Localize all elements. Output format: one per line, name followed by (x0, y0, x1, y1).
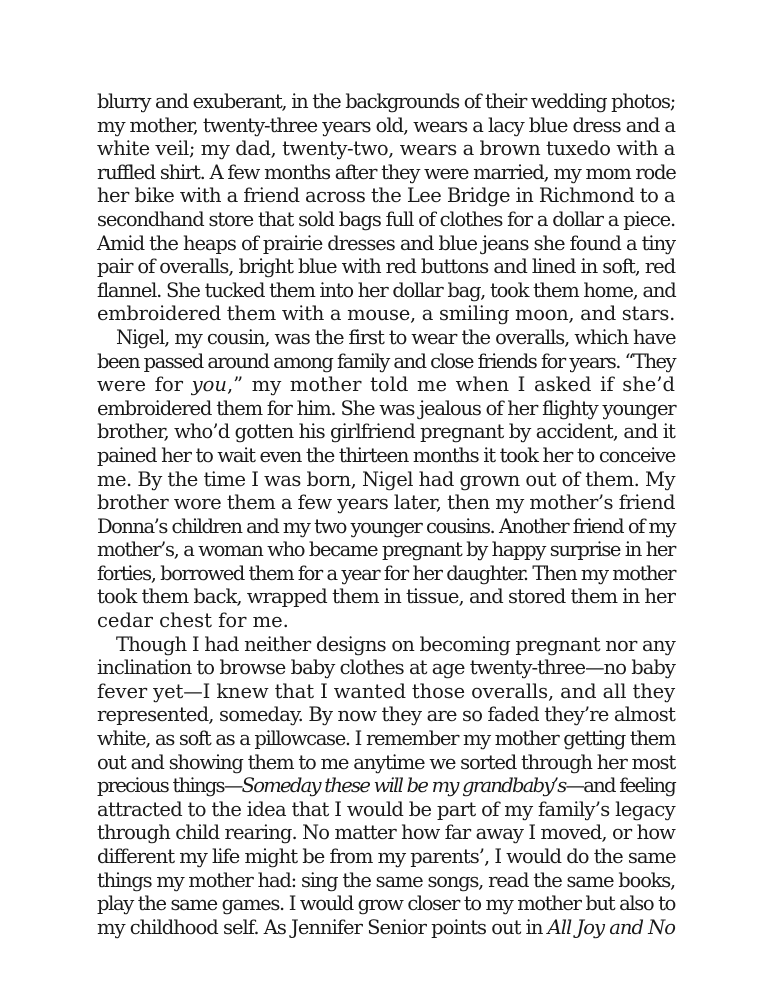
text-line (97, 468, 675, 492)
text-line (97, 208, 675, 232)
text-segment: took them back, wrapped them in tissue, and stored them in her (97, 585, 675, 609)
text-line (97, 656, 675, 680)
text-line (97, 491, 675, 515)
text-line (97, 232, 675, 256)
text-line (97, 420, 675, 444)
text-line (97, 609, 675, 633)
text-segment: precious things— (97, 774, 242, 798)
text-line (97, 373, 675, 397)
italic-text-segment: you (191, 373, 227, 397)
text-line (97, 90, 675, 114)
text-segment: embroidered them for him. She was jealous of her flighty younger (97, 396, 676, 420)
text-segment: been passed around among family and close friends for years. “They (97, 349, 675, 373)
text-segment: white, as soft as a pillowcase. I remember my mother getting them (97, 727, 675, 751)
text-segment: brother wore them a few years later, then my mother’s friend (97, 491, 675, 515)
text-segment: ,” my mother told me when I asked if she’d (226, 373, 675, 397)
text-segment: attracted to the idea that I would be part of my family’s legacy (97, 797, 675, 821)
text-line (97, 633, 675, 657)
italic-text-segment: All Joy and No (547, 915, 675, 939)
text-line (97, 892, 675, 916)
text-segment: my mother, twenty-three years old, wears a lacy blue dress and a (97, 113, 675, 137)
text-line (97, 302, 675, 326)
text-line (97, 585, 675, 609)
text-line (97, 845, 675, 869)
text-line (97, 562, 675, 586)
text-segment: Nigel, my cousin, was the first to wear the overalls, which have (116, 325, 676, 349)
text-segment: embroidered them with a mouse, a smiling moon, and stars. (97, 302, 676, 326)
text-segment: mother’s, a woman who became pregnant by happy surprise in her (97, 538, 675, 562)
text-line (97, 798, 675, 822)
text-segment: brother, who’d gotten his girlfriend pregnant by accident, and it (97, 420, 675, 444)
book-page-body (97, 90, 675, 939)
text-line (97, 397, 675, 421)
text-line (97, 916, 675, 940)
text-segment: —and feeling (565, 774, 675, 798)
text-segment: me. By the time I was born, Nigel had grown out of them. My (97, 467, 675, 491)
text-segment: play the same games. I would grow closer to my mother but also to (97, 892, 675, 916)
text-line (97, 515, 675, 539)
text-line (97, 727, 675, 751)
text-line (97, 184, 675, 208)
text-line (97, 161, 675, 185)
text-segment: cedar chest for me. (97, 609, 289, 633)
text-line (97, 444, 675, 468)
text-segment: ruffled shirt. A few months after they were married, my mom rode (97, 160, 676, 184)
italic-text-segment: Someday these will be my grandbaby’s (241, 774, 566, 798)
text-line (97, 751, 675, 775)
text-segment: Amid the heaps of prairie dresses and blue jeans she found a tiny (97, 231, 675, 255)
text-segment: Donna’s children and my two younger cousins. Another friend of my (97, 514, 675, 538)
text-segment: things my mother had: sing the same songs, read the same books, (97, 868, 675, 892)
text-line (97, 114, 675, 138)
text-segment: my childhood self. As Jennifer Senior points out in (97, 915, 548, 939)
text-segment: white veil; my dad, twenty-two, wears a brown tuxedo with a (97, 137, 675, 161)
text-line (97, 538, 675, 562)
text-line (97, 821, 675, 845)
text-segment: flannel. She tucked them into her dollar bag, took them home, and (97, 278, 676, 302)
text-segment: fever yet—I knew that I wanted those overalls, and all they (97, 679, 675, 703)
text-segment: blurry and exuberant, in the backgrounds of their wedding photos; (97, 90, 675, 113)
text-segment: represented, someday. By now they are so faded they’re almost (97, 703, 675, 727)
text-segment: her bike with a friend across the Lee Bridge in Richmond to a (97, 184, 675, 208)
text-segment: Though I had neither designs on becoming pregnant nor any (116, 632, 675, 656)
text-line (97, 774, 675, 798)
text-segment: through child rearing. No matter how far away I moved, or how (97, 821, 675, 845)
text-line (97, 137, 675, 161)
text-line (97, 703, 675, 727)
text-line (97, 869, 675, 893)
text-line (97, 350, 675, 374)
text-segment: forties, borrowed them for a year for her daughter. Then my mother (97, 561, 675, 585)
text-line (97, 255, 675, 279)
text-segment: secondhand store that sold bags full of clothes for a dollar a piece. (97, 207, 675, 231)
text-segment: different my life might be from my parents’, I would do the same (97, 845, 676, 868)
text-segment: pained her to wait even the thirteen months it took her to conceive (97, 443, 675, 467)
text-line (97, 680, 675, 704)
text-line (97, 279, 675, 303)
text-line (97, 326, 675, 350)
text-segment: were for (97, 373, 192, 397)
text-segment: inclination to browse baby clothes at age twenty-three—no baby (97, 656, 675, 680)
text-segment: pair of overalls, bright blue with red buttons and lined in soft, red (97, 255, 675, 279)
text-segment: out and showing them to me anytime we sorted through her most (97, 750, 675, 774)
